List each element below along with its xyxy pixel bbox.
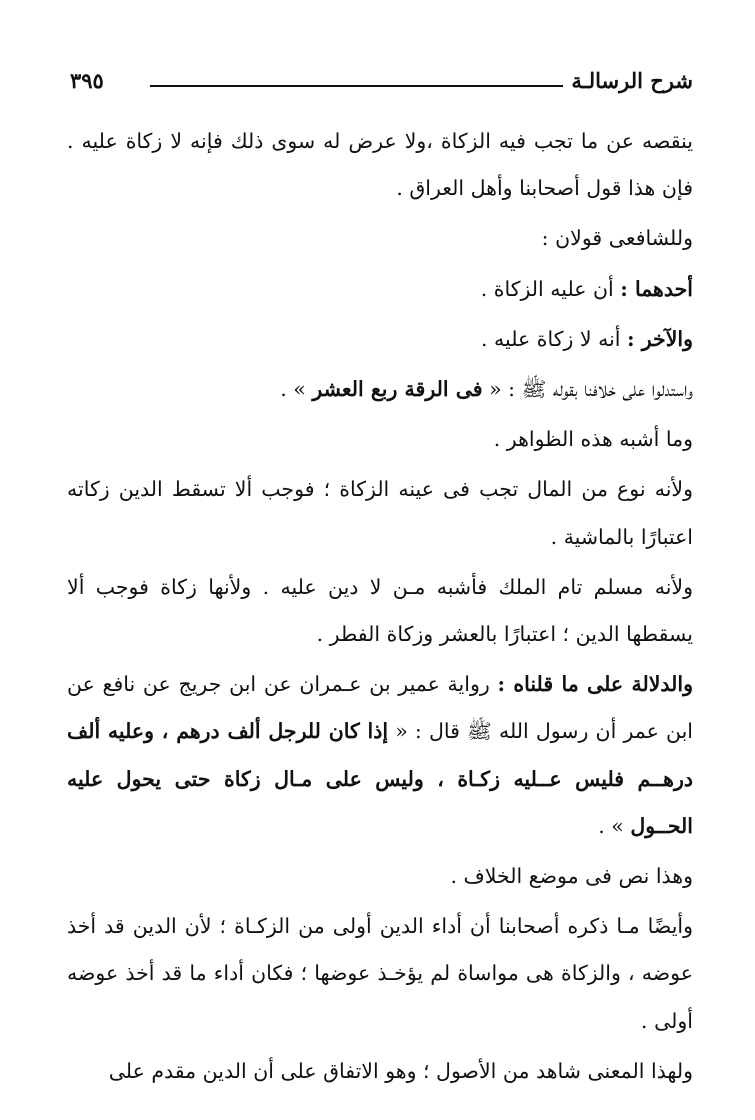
paragraph-text: ولأنه مسلم تام الملك فأشبه مـن لا دين عليه . ولأنها زكاة فوجب ألا يسقطها الدين ؛ اعتبارًا بالعشر وزكاة الفطر . (67, 574, 693, 647)
paragraph-tail: » . (280, 377, 313, 402)
paragraph (67, 266, 693, 313)
page-number: ٣٩٥ (70, 68, 104, 93)
paragraph-text: وما أشبه هذه الظواهر . (493, 427, 693, 452)
paragraph-text: وهذا نص فى موضع الخلاف . (450, 864, 693, 889)
paragraph (67, 1048, 693, 1095)
paragraph (67, 661, 693, 850)
running-title: شرح الرسالـة (571, 68, 693, 93)
header-rule (150, 85, 563, 87)
paragraph (67, 215, 693, 262)
paragraph-text: وأيضًا مـا ذكره أصحابنا أن أداء الدين أولى من الزكـاة ؛ لأن الدين قد أخذ عوضه ، والزكاة هى مواساة لم يؤخـذ عوضها ؛ فكان أداء ما قد أخذ عوضه أولى . (67, 914, 693, 1033)
hadith-quote: إذا كان للرجل ألف درهم ، وعليه ألف درهــم فليس عــليه زكـاة ، وليس على مـال زكاة حتى يحول عليه الحــول (67, 719, 693, 838)
paragraph (67, 853, 693, 900)
paragraph (67, 903, 693, 1045)
paragraph-lead: والآخر : (627, 326, 693, 351)
paragraph-text: رواية عمير بن عـمران عن ابن جريج عن نافع عن ابن عمر أن رسول الله ﷺ قال : « (67, 672, 693, 744)
paragraph-text: ولهذا المعنى شاهد من الأصول ؛ وهو الاتفاق على أن الدين مقدم على (108, 1058, 693, 1083)
paragraph (67, 316, 693, 363)
paragraph-tail: » . (598, 813, 631, 838)
paragraph-lead: أحدهما : (620, 276, 693, 301)
paragraph-text: واستدلوا على خلافنا بقوله ﷺ : « (482, 377, 693, 402)
paragraph-text: ينقصه عن ما تجب فيه الزكاة ،ولا عرض له سوى ذلك فإنه لا زكاة عليه . فإن هذا قول أصحابنا وأهل العراق . (67, 129, 693, 201)
paragraph-text: وللشافعى قولان : (541, 226, 693, 251)
paragraph-text: ولأنه نوع من المال تجب فى عينه الزكاة ؛ فوجب ألا تسقط الدين زكاته اعتبارًا بالماشية . (67, 477, 693, 549)
paragraph (67, 466, 693, 560)
paragraph (67, 118, 693, 212)
body-text (67, 118, 693, 1098)
hadith-quote: فى الرقة ربع العشر (312, 377, 483, 402)
page-header (70, 66, 693, 100)
paragraph-text: أنه لا زكاة عليه . (480, 326, 628, 351)
paragraph-text: أن عليه الزكاة . (480, 276, 621, 301)
paragraph (67, 416, 693, 463)
paragraph (67, 564, 693, 658)
paragraph (67, 366, 693, 413)
paragraph-lead: والدلالة على ما قلناه : (497, 672, 693, 697)
